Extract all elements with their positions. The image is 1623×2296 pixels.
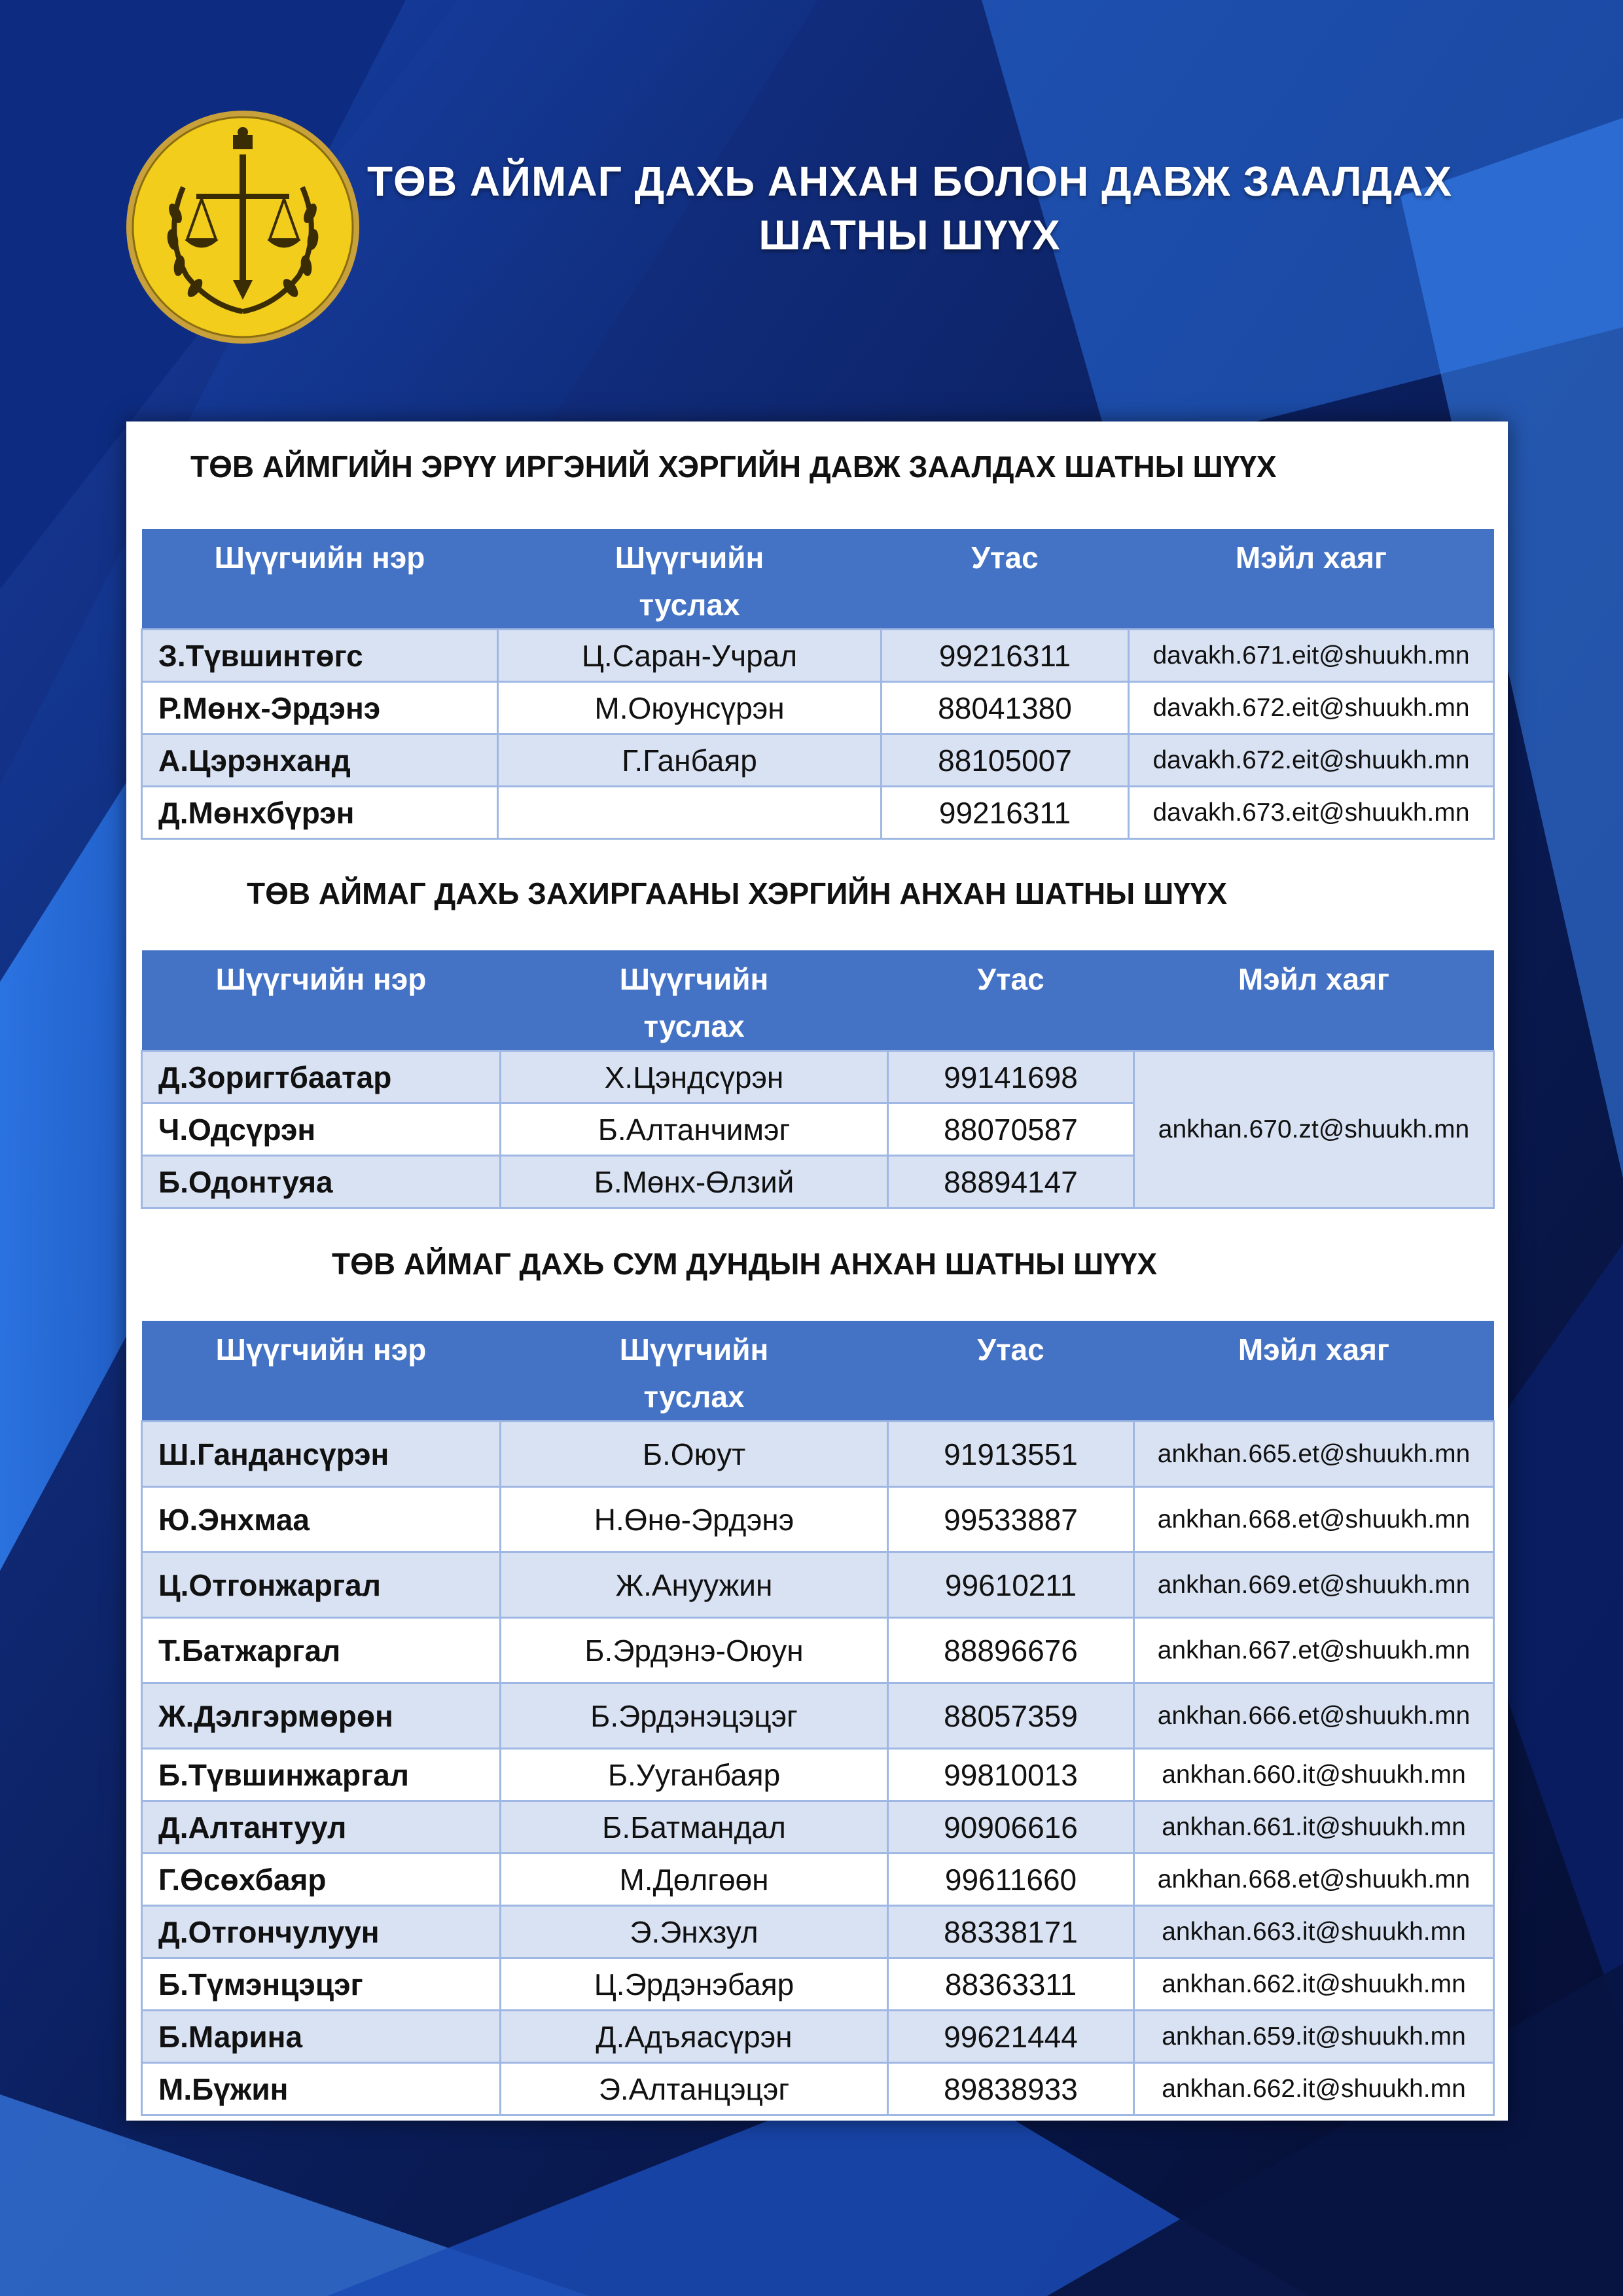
email-address: ankhan.665.et@shuukh.mn xyxy=(1134,1422,1494,1487)
phone-number: 99611660 xyxy=(888,1854,1134,1906)
table-row xyxy=(142,1051,1494,1103)
phone-number: 88057359 xyxy=(888,1683,1134,1749)
judge-name: Ч.Одсүрэн xyxy=(142,1103,501,1156)
assistant-name: Б.Мөнх-Өлзий xyxy=(501,1156,888,1208)
phone-number: 89838933 xyxy=(888,2063,1134,2115)
table-row xyxy=(142,1801,1494,1854)
assistant-name: Э.Алтанцэцэг xyxy=(501,2063,888,2115)
table-row xyxy=(142,1422,1494,1487)
phone-number: 88070587 xyxy=(888,1103,1134,1156)
section-3-table xyxy=(141,1321,1495,2116)
column-header-judge: Шүүгчийн нэр xyxy=(142,1321,501,1422)
judge-name: Д.Зоригтбаатар xyxy=(142,1051,501,1103)
assistant-name: Б.Эрдэнэцэцэг xyxy=(501,1683,888,1749)
column-header-assistant: Шүүгчийн туслах xyxy=(501,950,888,1051)
column-header-email: Мэйл хаяг xyxy=(1134,1321,1494,1422)
judge-name: Д.Мөнхбүрэн xyxy=(142,787,498,839)
assistant-name xyxy=(498,787,882,839)
assistant-name: М.Оюунсүрэн xyxy=(498,682,882,734)
content-panel xyxy=(126,422,1508,2121)
table-row xyxy=(142,2011,1494,2063)
phone-number: 88041380 xyxy=(882,682,1129,734)
assistant-name: Б.Эрдэнэ-Оюун xyxy=(501,1618,888,1683)
email-address: davakh.671.eit@shuukh.mn xyxy=(1129,630,1494,682)
table-row xyxy=(142,1906,1494,1958)
table-row xyxy=(142,1552,1494,1618)
assistant-name: Ц.Эрдэнэбаяр xyxy=(501,1958,888,2011)
judge-name: Б.Түвшинжаргал xyxy=(142,1749,501,1801)
phone-number: 99141698 xyxy=(888,1051,1134,1103)
column-header-assistant: Шүүгчийн туслах xyxy=(501,1321,888,1422)
judge-name: Т.Батжаргал xyxy=(142,1618,501,1683)
email-address: ankhan.669.et@shuukh.mn xyxy=(1134,1552,1494,1618)
assistant-name: Ц.Саран-Учрал xyxy=(498,630,882,682)
judge-name: З.Түвшинтөгс xyxy=(142,630,498,682)
email-address: davakh.673.eit@shuukh.mn xyxy=(1129,787,1494,839)
section-3-title: ТӨВ АЙМАГ ДАХЬ СУМ ДУНДЫН АНХАН ШАТНЫ ШҮҮХ xyxy=(332,1247,1158,1281)
section-2-table xyxy=(141,950,1495,1209)
email-address: ankhan.668.et@shuukh.mn xyxy=(1134,1487,1494,1552)
email-address: ankhan.662.it@shuukh.mn xyxy=(1134,2063,1494,2115)
table-row xyxy=(142,1854,1494,1906)
judge-name: Б.Одонтуяа xyxy=(142,1156,501,1208)
court-emblem-icon xyxy=(124,109,361,346)
assistant-name: Б.Ууганбаяр xyxy=(501,1749,888,1801)
column-header-phone: Утас xyxy=(888,950,1134,1051)
judge-name: Ю.Энхмаа xyxy=(142,1487,501,1552)
assistant-name: Н.Өнө-Эрдэнэ xyxy=(501,1487,888,1552)
column-header-judge: Шүүгчийн нэр xyxy=(142,950,501,1051)
phone-number: 90906616 xyxy=(888,1801,1134,1854)
email-address: ankhan.663.it@shuukh.mn xyxy=(1134,1906,1494,1958)
phone-number: 99533887 xyxy=(888,1487,1134,1552)
phone-number: 88894147 xyxy=(888,1156,1134,1208)
email-address: ankhan.666.et@shuukh.mn xyxy=(1134,1683,1494,1749)
assistant-name: Б.Батмандал xyxy=(501,1801,888,1854)
phone-number: 88363311 xyxy=(888,1958,1134,2011)
section-1-table xyxy=(141,529,1495,840)
table-row xyxy=(142,2063,1494,2115)
table-row xyxy=(142,787,1494,839)
table-row xyxy=(142,682,1494,734)
table-row xyxy=(142,1958,1494,2011)
shared-email-address: ankhan.670.zt@shuukh.mn xyxy=(1134,1051,1494,1208)
email-address: ankhan.667.et@shuukh.mn xyxy=(1134,1618,1494,1683)
judge-name: М.Бүжин xyxy=(142,2063,501,2115)
column-header-assistant: Шүүгчийн туслах xyxy=(498,529,882,630)
assistant-name: Г.Ганбаяр xyxy=(498,734,882,787)
phone-number: 99610211 xyxy=(888,1552,1134,1618)
judge-name: Г.Өсөхбаяр xyxy=(142,1854,501,1906)
phone-number: 88105007 xyxy=(882,734,1129,787)
table-row xyxy=(142,734,1494,787)
page-title-line-2: ШАТНЫ ШҮҮХ xyxy=(758,211,1061,259)
judge-name: Д.Алтантуул xyxy=(142,1801,501,1854)
phone-number: 99216311 xyxy=(882,630,1129,682)
judge-name: Б.Түмэнцэцэг xyxy=(142,1958,501,2011)
email-address: ankhan.660.it@shuukh.mn xyxy=(1134,1749,1494,1801)
judge-name: А.Цэрэнханд xyxy=(142,734,498,787)
assistant-name: Х.Цэндсүрэн xyxy=(501,1051,888,1103)
column-header-judge: Шүүгчийн нэр xyxy=(142,529,498,630)
email-address: ankhan.668.et@shuukh.mn xyxy=(1134,1854,1494,1906)
column-header-phone: Утас xyxy=(882,529,1129,630)
assistant-name: Б.Алтанчимэг xyxy=(501,1103,888,1156)
email-address: ankhan.659.it@shuukh.mn xyxy=(1134,2011,1494,2063)
column-header-phone: Утас xyxy=(888,1321,1134,1422)
phone-number: 99810013 xyxy=(888,1749,1134,1801)
phone-number: 88338171 xyxy=(888,1906,1134,1958)
assistant-name: Ж.Ануужин xyxy=(501,1552,888,1618)
section-1-title: ТӨВ АЙМГИЙН ЭРҮҮ ИРГЭНИЙ ХЭРГИЙН ДАВЖ ЗААЛДАХ ШАТНЫ ШҮҮХ xyxy=(190,450,1277,484)
column-header-email: Мэйл хаяг xyxy=(1129,529,1494,630)
column-header-email: Мэйл хаяг xyxy=(1134,950,1494,1051)
email-address: davakh.672.eit@shuukh.mn xyxy=(1129,682,1494,734)
phone-number: 88896676 xyxy=(888,1618,1134,1683)
judge-name: Д.Отгончулуун xyxy=(142,1906,501,1958)
email-address: ankhan.662.it@shuukh.mn xyxy=(1134,1958,1494,2011)
assistant-name: М.Дөлгөөн xyxy=(501,1854,888,1906)
assistant-name: Б.Оюут xyxy=(501,1422,888,1487)
table-row xyxy=(142,1683,1494,1749)
section-2-title: ТӨВ АЙМАГ ДАХЬ ЗАХИРГААНЫ ХЭРГИЙН АНХАН ШАТНЫ ШҮҮХ xyxy=(247,876,1228,910)
phone-number: 99621444 xyxy=(888,2011,1134,2063)
page-title xyxy=(366,154,1453,262)
table-row xyxy=(142,630,1494,682)
table-header-row xyxy=(142,529,1494,630)
judge-name: Ц.Отгонжаргал xyxy=(142,1552,501,1618)
phone-number: 99216311 xyxy=(882,787,1129,839)
email-address: ankhan.661.it@shuukh.mn xyxy=(1134,1801,1494,1854)
judge-name: Б.Марина xyxy=(142,2011,501,2063)
table-row xyxy=(142,1487,1494,1552)
table-row xyxy=(142,1749,1494,1801)
assistant-name: Д.Адъяасүрэн xyxy=(501,2011,888,2063)
table-header-row xyxy=(142,950,1494,1051)
judge-name: Р.Мөнх-Эрдэнэ xyxy=(142,682,498,734)
email-address: davakh.672.eit@shuukh.mn xyxy=(1129,734,1494,787)
page-title-line-1: ТӨВ АЙМАГ ДАХЬ АНХАН БОЛОН ДАВЖ ЗААЛДАХ xyxy=(366,158,1453,205)
judge-name: Ж.Дэлгэрмөрөн xyxy=(142,1683,501,1749)
assistant-name: Э.Энхзул xyxy=(501,1906,888,1958)
table-row xyxy=(142,1618,1494,1683)
table-header-row xyxy=(142,1321,1494,1422)
judge-name: Ш.Гандансүрэн xyxy=(142,1422,501,1487)
phone-number: 91913551 xyxy=(888,1422,1134,1487)
